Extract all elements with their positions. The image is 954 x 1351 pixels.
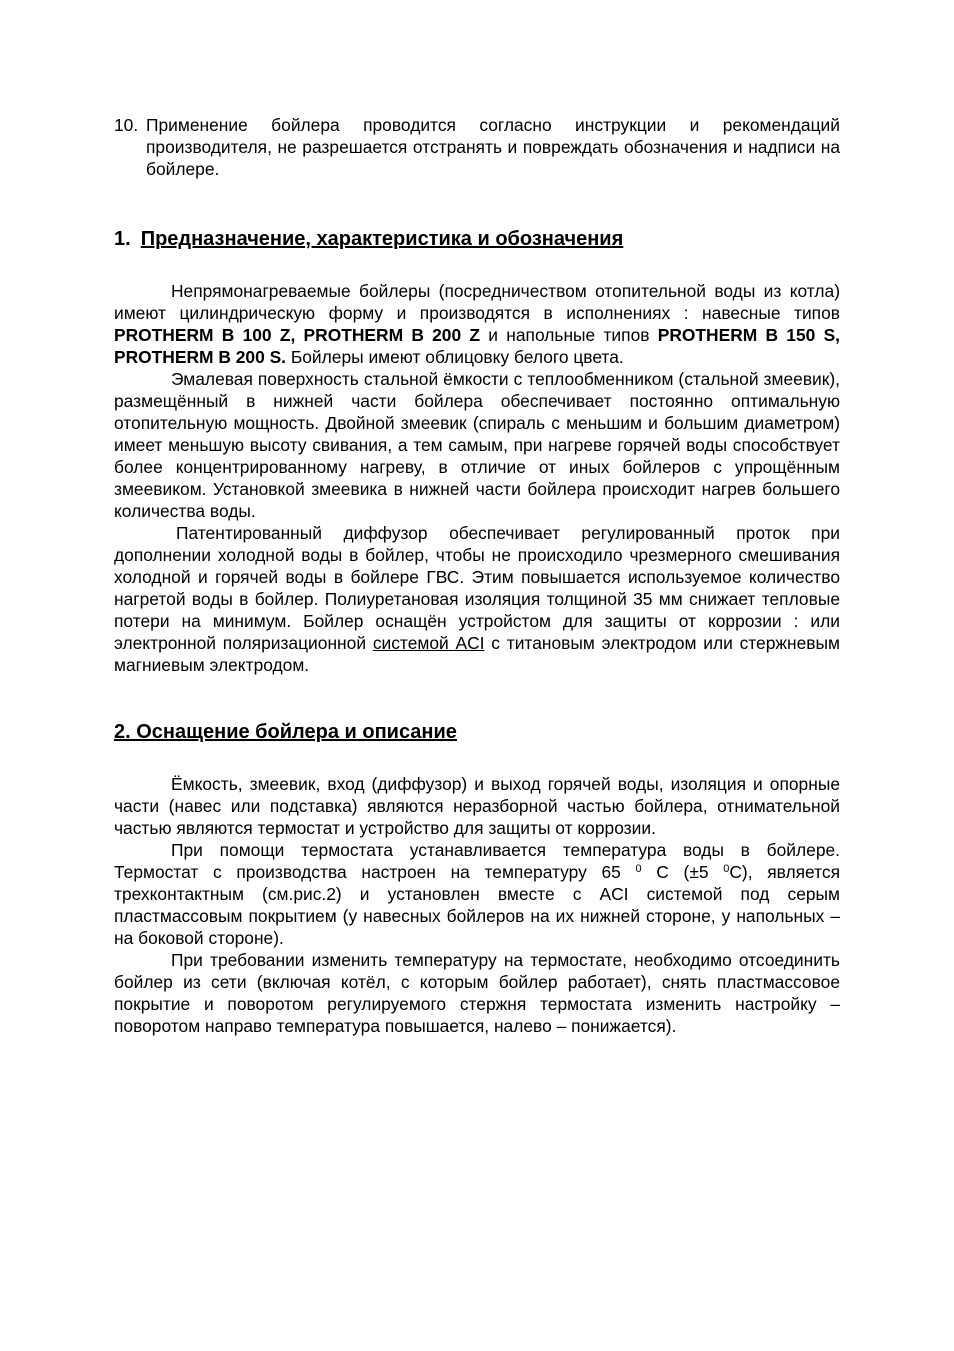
section-2-paragraph-1: Ёмкость, змеевик, вход (диффузор) и выход горячей воды, изоляция и опорные части (навес или подставка) являются неразборной частью бойлера, отнимательной частью являются термостат и устройство для защиты от коррозии.: [114, 774, 840, 838]
paragraph-text: Непрямонагреваемые бойлеры (посредничеством отопительной воды из котла) имеют цилиндрическую форму и производятся в исполнениях : навесные типов: [114, 281, 840, 323]
section-2-paragraph-3: При требовании изменить температуру на термостате, необходимо отсоединить бойлер из сети (включая котёл, с которым бойлер работает), снять пластмассовое покрытие и поворотом регулируемого стержня термостата изменить настройку – поворотом направо температура повышается, налево – понижается).: [114, 950, 840, 1036]
section-1-heading: [114, 226, 840, 252]
list-item-10: [114, 114, 840, 180]
section-2-paragraph-2: [114, 839, 840, 949]
section-1-paragraph-1: [114, 280, 840, 368]
paragraph-text: Патентированный диффузор обеспечивает регулированный проток при дополнении холодной воды в бойлер, чтобы не происходило чрезмерного смешивания холодной и горячей воды в бойлере ГВС. Этим повышается используемое количество нагретой воды в бойлер. Полиуретановая изоляция толщиной 35 мм снижает тепловые потери на минимум. Бойлер оснащён устройстом для защиты от коррозии : или электронной поляризационной: [114, 523, 840, 653]
section-2-title: 2. Оснащение бойлера и описание: [114, 721, 457, 743]
list-number: 10.: [114, 115, 139, 135]
section-1-number: 1.: [114, 228, 131, 250]
section-1-paragraph-2: Эмалевая поверхность стальной ёмкости с теплообменником (стальной змеевик), размещённый в нижней части бойлера обеспечивает постоянно оптимальную отопительную мощность. Двойной змеевик (спираль с меньшим и большим диаметром) имеет меньшую высоту свивания, а тем самым, при нагреве горячей воды способствует более концентрированному нагреву, в отличие от иных бойлеров с упрощённым змеевиком. Установкой змеевика в нижней части бойлера происходит нагрев большего количества воды.: [114, 369, 840, 521]
document-page: [114, 114, 840, 1037]
paragraph-text: С), является трехконтактным (см.рис.2) и установлен вместе с ACI системой под серым пластмассовым покрытием (у навесных бойлеров на их нижней стороне, у напольных – на боковой стороне).: [114, 862, 840, 948]
paragraph-text: и напольные типов: [480, 325, 658, 345]
model-names-wall: PROTHERM B 100 Z, PROTHERM B 200 Z: [114, 325, 481, 345]
model-names-floor: PROTHERM B 150 S, PROTHERM B 200 S.: [114, 325, 841, 367]
section-2-heading: [114, 719, 840, 745]
section-1-title: Предназначение, характеристика и обозначения: [140, 228, 624, 250]
paragraph-text: Бойлеры имеют облицовку белого цвета.: [286, 347, 624, 367]
paragraph-text: С (±5: [641, 862, 724, 882]
paragraph-text: с титановым электродом или стержневым магниевым электродом.: [114, 633, 840, 675]
paragraph-text: При помощи термостата устанавливается температура воды в бойлере. Термостат с производства настроен на температуру 65: [114, 840, 840, 882]
degree-superscript: 0: [723, 863, 730, 875]
section-1-paragraph-3: [114, 522, 840, 676]
list-item-text: Применение бойлера проводится согласно инструкции и рекомендаций производителя, не разрешается отстранять и повреждать обозначения и надписи на бойлере.: [146, 115, 840, 179]
aci-system-underlined: системой ACI: [372, 633, 485, 653]
degree-superscript: 0: [635, 863, 642, 875]
